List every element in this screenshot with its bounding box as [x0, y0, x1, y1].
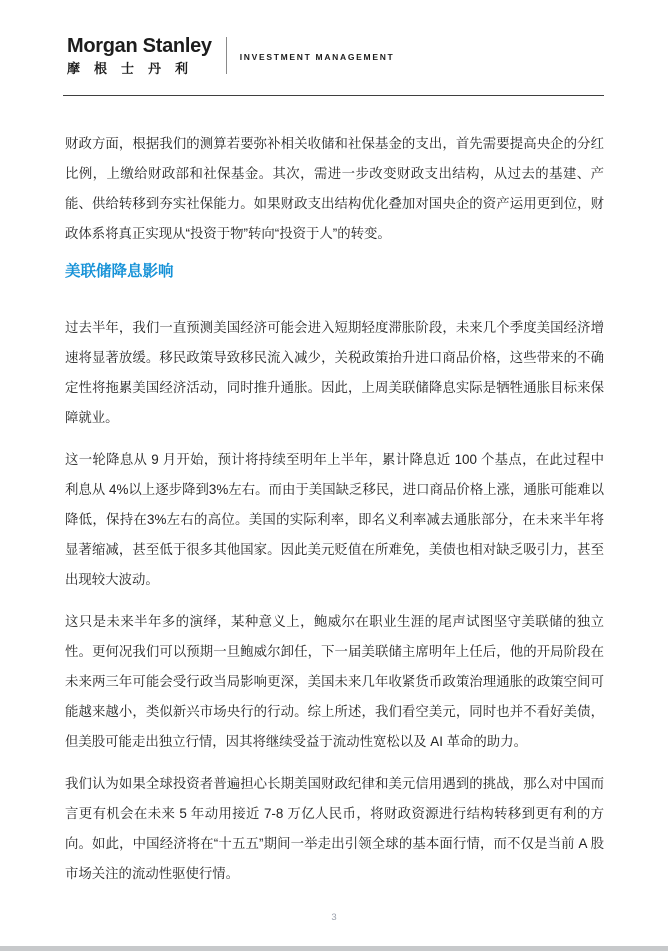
page-header: [67, 36, 394, 75]
section-paragraph: 过去半年，我们一直预测美国经济可能会进入短期轻度滞胀阶段，未来几个季度美国经济增速将显著放缓。移民政策导致移民流入减少，关税政策抬升进口商品价格，这些带来的不确定性将拖累美国经济活动，同时推升通胀。因此，上周美联储降息实际是牺牲通胀目标来保障就业。: [65, 320, 604, 425]
section-heading: 美联储降息影响: [65, 263, 174, 280]
morgan-stanley-logo: [67, 36, 212, 75]
section-paragraph: 我们认为如果全球投资者普遍担心长期美国财政纪律和美元信用遇到的挑战，那么对中国而言更有机会在未来 5 年动用接近 7-8 万亿人民币，将财政资源进行结构转移到更有利的方向。如此，中国经济将在“十五五”期间一举走出引领全球的基本面行情，而不仅是当前 A 股市场关注的流动性驱使行情。: [65, 776, 604, 881]
logo-vertical-divider: [226, 37, 227, 74]
brand-wordmark-en: Morgan Stanley: [67, 35, 212, 57]
division-label: INVESTMENT MANAGEMENT: [239, 51, 395, 62]
page-edge-strip: [0, 946, 668, 951]
intro-paragraph: 财政方面，根据我们的测算若要弥补相关收储和社保基金的支出，首先需要提高央企的分红比例，上缴给财政部和社保基金。其次，需进一步改变财政支出结构，从过去的基建、产能、供给转移到夯实社保能力。如果财政支出结构优化叠加对国央企的资产运用更到位，财政体系将真正实现从“投资于物”转向“投资于人”的转变。: [65, 136, 604, 241]
section-paragraph: 这一轮降息从 9 月开始，预计将持续至明年上半年，累计降息近 100 个基点，在此过程中利息从 4%以上逐步降到3%左右。而由于美国缺乏移民，进口商品价格上涨，通胀可能难以降低，保持在3%左右的高位。美国的实际利率，即名义利率减去通胀部分，在未来半年将显著缩减，甚至低于很多其他国家。因此美元贬值在所难免，美债也相对缺乏吸引力，甚至出现较大波动。: [65, 452, 604, 587]
brand-wordmark-cn: 摩根士丹利: [67, 61, 203, 76]
document-body: [65, 96, 604, 889]
section-paragraph: 这只是未来半年多的演绎，某种意义上，鲍威尔在职业生涯的尾声试图坚守美联储的独立性。更何况我们可以预期一旦鲍威尔卸任，下一届美联储主席明年上任后，他的开局阶段在未来两三年可能会受行政当局影响更深，美国未来几年收紧货币政策治理通胀的政策空间可能越来越小，类似新兴市场央行的行动。综上所述，我们看空美元，同时也并不看好美债，但美股可能走出独立行情，因其将继续受益于流动性宽松以及 AI 革命的助力。: [65, 614, 604, 749]
page-number: 3: [331, 912, 337, 923]
